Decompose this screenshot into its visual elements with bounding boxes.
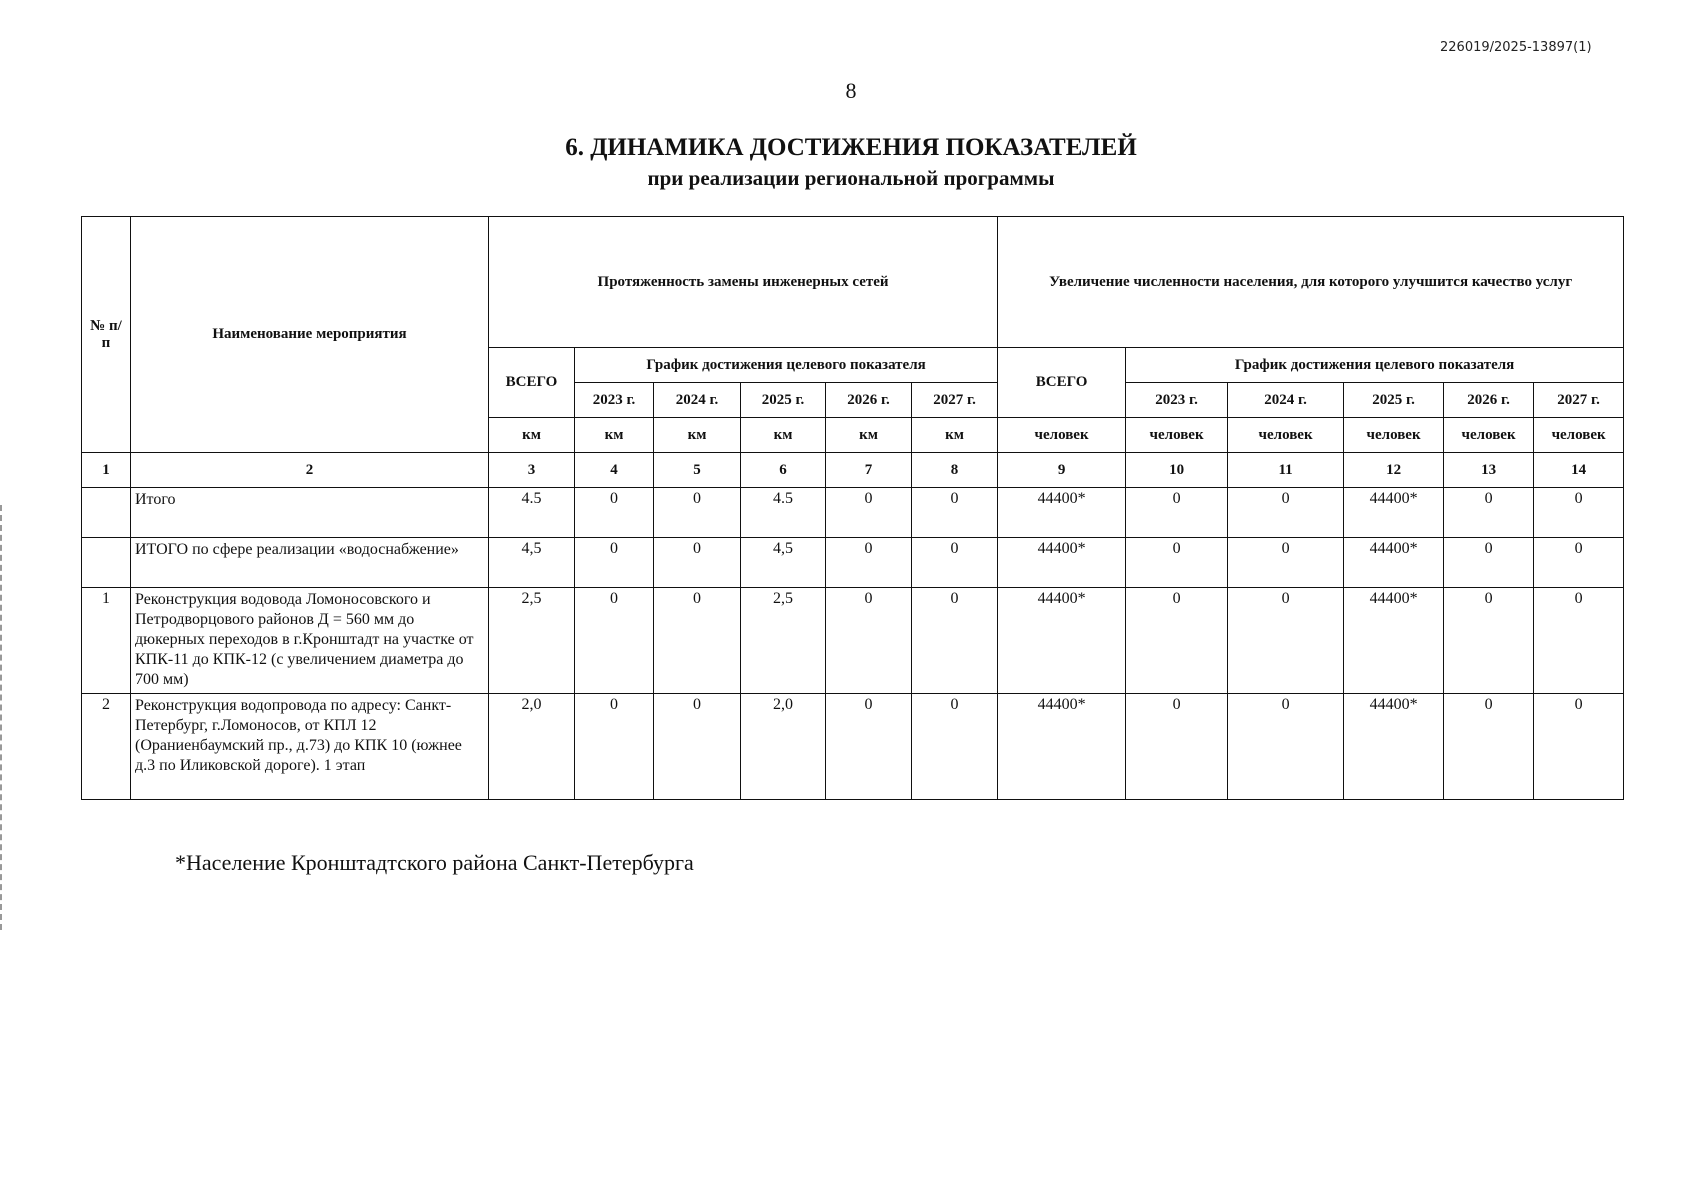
cell-value: 0 xyxy=(575,488,654,538)
unit-people: человек xyxy=(998,418,1126,453)
cell-value: 44400* xyxy=(998,588,1126,694)
column-index: 14 xyxy=(1534,453,1624,488)
row-num: 2 xyxy=(82,694,131,800)
cell-value: 4,5 xyxy=(741,538,826,588)
column-index: 3 xyxy=(489,453,575,488)
cell-value: 2,5 xyxy=(489,588,575,694)
cell-value: 0 xyxy=(1126,588,1228,694)
header-total-km: ВСЕГО xyxy=(489,348,575,418)
cell-value: 0 xyxy=(575,538,654,588)
cell-value: 44400* xyxy=(998,488,1126,538)
column-index: 11 xyxy=(1228,453,1344,488)
row-name: ИТОГО по сфере реализации «водоснабжение» xyxy=(131,538,489,588)
cell-value: 2,0 xyxy=(489,694,575,800)
table-row xyxy=(82,694,1624,800)
cell-value: 0 xyxy=(575,694,654,800)
unit-km: км xyxy=(741,418,826,453)
indicators-table xyxy=(81,216,1624,800)
year-header: 2026 г. xyxy=(1444,383,1534,418)
cell-value: 0 xyxy=(654,538,741,588)
cell-value: 2,0 xyxy=(741,694,826,800)
row-num: 1 xyxy=(82,588,131,694)
cell-value: 0 xyxy=(1228,588,1344,694)
cell-value: 44400* xyxy=(998,538,1126,588)
table-row xyxy=(82,488,1624,538)
cell-value: 0 xyxy=(1228,538,1344,588)
header-group-length: Протяженность замены инженерных сетей xyxy=(489,217,998,348)
unit-people: человек xyxy=(1444,418,1534,453)
header-schedule-km: График достижения целевого показателя xyxy=(575,348,998,383)
cell-value: 0 xyxy=(1444,538,1534,588)
year-header: 2025 г. xyxy=(1344,383,1444,418)
column-index: 4 xyxy=(575,453,654,488)
column-index: 13 xyxy=(1444,453,1534,488)
cell-value: 0 xyxy=(654,488,741,538)
cell-value: 0 xyxy=(1444,588,1534,694)
column-index: 8 xyxy=(912,453,998,488)
cell-value: 44400* xyxy=(1344,488,1444,538)
year-header: 2027 г. xyxy=(1534,383,1624,418)
year-header: 2023 г. xyxy=(575,383,654,418)
unit-km: км xyxy=(826,418,912,453)
unit-people: человек xyxy=(1126,418,1228,453)
year-header: 2027 г. xyxy=(912,383,998,418)
cell-value: 4.5 xyxy=(489,488,575,538)
table-row xyxy=(82,538,1624,588)
cell-value: 44400* xyxy=(998,694,1126,800)
document-id: 226019/2025-13897(1) xyxy=(1440,40,1592,55)
cell-value: 0 xyxy=(912,694,998,800)
year-header: 2024 г. xyxy=(654,383,741,418)
cell-value: 0 xyxy=(1534,588,1624,694)
column-index: 9 xyxy=(998,453,1126,488)
cell-value: 0 xyxy=(826,588,912,694)
column-index: 5 xyxy=(654,453,741,488)
cell-value: 0 xyxy=(826,694,912,800)
cell-value: 4,5 xyxy=(489,538,575,588)
unit-people: человек xyxy=(1344,418,1444,453)
column-index: 1 xyxy=(82,453,131,488)
cell-value: 0 xyxy=(1126,694,1228,800)
cell-value: 0 xyxy=(654,694,741,800)
row-num xyxy=(82,538,131,588)
year-header: 2026 г. xyxy=(826,383,912,418)
unit-km: км xyxy=(489,418,575,453)
column-index: 6 xyxy=(741,453,826,488)
row-name: Реконструкция водопровода по адресу: Санкт-Петербург, г.Ломоносов, от КПЛ 12 (Ораниенбаумский пр., д.73) до КПК 10 (южнее д.3 по Иликовской дороге). 1 этап xyxy=(131,694,489,800)
column-index: 12 xyxy=(1344,453,1444,488)
year-header: 2024 г. xyxy=(1228,383,1344,418)
cell-value: 0 xyxy=(1534,488,1624,538)
column-index: 2 xyxy=(131,453,489,488)
row-name: Реконструкция водовода Ломоносовского и Петродворцового районов Д = 560 мм до дюкерных переходов в г.Кронштадт на участке от КПК-11 до КПК-12 (с увеличением диаметра до 700 мм) xyxy=(131,588,489,694)
column-index: 10 xyxy=(1126,453,1228,488)
unit-km: км xyxy=(912,418,998,453)
cell-value: 44400* xyxy=(1344,538,1444,588)
header-name: Наименование мероприятия xyxy=(131,217,489,453)
cell-value: 0 xyxy=(826,538,912,588)
cell-value: 2,5 xyxy=(741,588,826,694)
cell-value: 0 xyxy=(1126,538,1228,588)
table-row xyxy=(82,588,1624,694)
header-schedule-people: График достижения целевого показателя xyxy=(1126,348,1624,383)
cell-value: 0 xyxy=(575,588,654,694)
header-group-population: Увеличение численности населения, для которого улучшится качество услуг xyxy=(998,217,1624,348)
footnote: *Население Кронштадтского района Санкт-Петербурга xyxy=(175,850,694,875)
cell-value: 0 xyxy=(1126,488,1228,538)
year-header: 2023 г. xyxy=(1126,383,1228,418)
row-num xyxy=(82,488,131,538)
title-sub: при реализации региональной программы xyxy=(647,166,1055,190)
page-title xyxy=(0,133,1702,193)
cell-value: 4.5 xyxy=(741,488,826,538)
column-index: 7 xyxy=(826,453,912,488)
cell-value: 0 xyxy=(1444,488,1534,538)
cell-value: 0 xyxy=(912,488,998,538)
cell-value: 0 xyxy=(1444,694,1534,800)
row-name: Итого xyxy=(131,488,489,538)
unit-km: км xyxy=(575,418,654,453)
title-main: 6. ДИНАМИКА ДОСТИЖЕНИЯ ПОКАЗАТЕЛЕЙ xyxy=(565,134,1137,161)
cell-value: 0 xyxy=(1228,694,1344,800)
unit-people: человек xyxy=(1228,418,1344,453)
cell-value: 0 xyxy=(1534,538,1624,588)
scan-edge-marks xyxy=(0,505,5,930)
header-total-people: ВСЕГО xyxy=(998,348,1126,418)
cell-value: 0 xyxy=(826,488,912,538)
cell-value: 0 xyxy=(1534,694,1624,800)
cell-value: 0 xyxy=(654,588,741,694)
cell-value: 0 xyxy=(912,588,998,694)
cell-value: 44400* xyxy=(1344,694,1444,800)
page-number: 8 xyxy=(845,78,857,103)
cell-value: 44400* xyxy=(1344,588,1444,694)
year-header: 2025 г. xyxy=(741,383,826,418)
unit-km: км xyxy=(654,418,741,453)
cell-value: 0 xyxy=(912,538,998,588)
unit-people: человек xyxy=(1534,418,1624,453)
cell-value: 0 xyxy=(1228,488,1344,538)
header-num: № п/п xyxy=(82,217,131,453)
